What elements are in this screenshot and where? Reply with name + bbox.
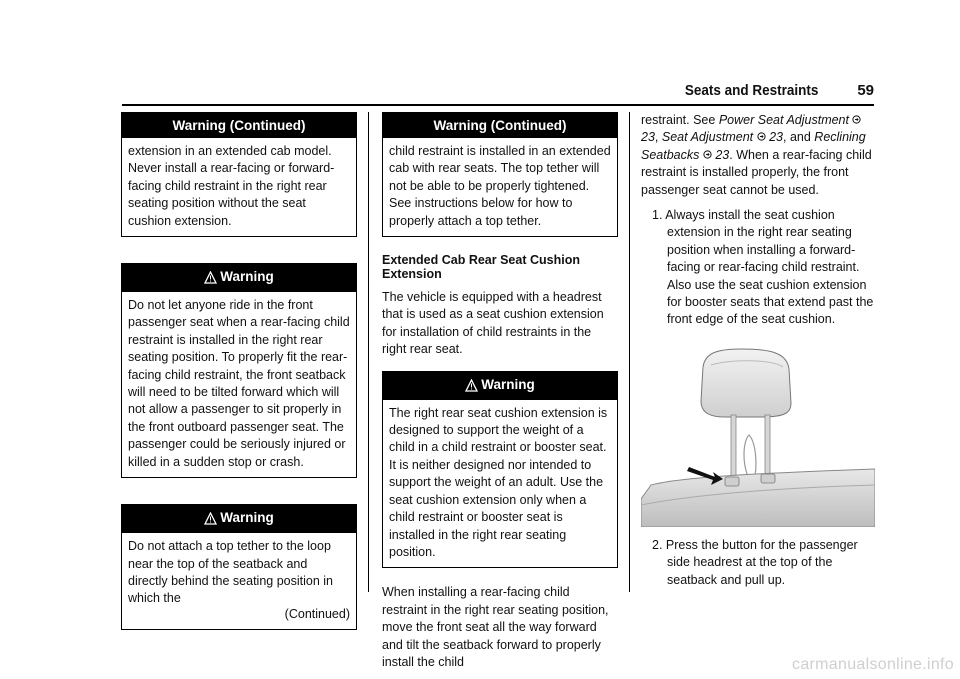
column-divider xyxy=(629,112,630,592)
warning-title: Warning xyxy=(220,510,274,526)
page-reference-arrow-icon xyxy=(757,130,769,144)
warning-box xyxy=(382,371,618,569)
xref-link[interactable]: Seat Adjustment xyxy=(661,130,754,145)
continued-label: (Continued) xyxy=(284,606,350,621)
text-run: , xyxy=(654,130,659,145)
page-ref[interactable]: 23 xyxy=(641,130,655,145)
warning-header xyxy=(383,372,617,400)
xref-link[interactable]: Power Seat Adjustment xyxy=(718,113,849,127)
warning-text: Do not let anyone ride in the front passenger seat when a rear-facing child restraint is installed in the right rear seating position. To properly fit the rear-facing child restraint, the front seatback will need to be tilted forward which will not allow a passenger to sit properly in the front outboard passenger seat. The passenger could be seriously injured or killed in a sudden stop or crash. xyxy=(128,298,350,469)
paragraph xyxy=(641,112,875,199)
column-3 xyxy=(641,112,875,589)
steps-list xyxy=(641,537,875,589)
page-reference-arrow-icon xyxy=(852,113,861,127)
paragraph: When installing a rear-facing child restraint in the right rear seating position, move the front seat all the way forward and tilt the seatback forward to properly install the child xyxy=(382,585,609,669)
watermark: carmanualsonline.info xyxy=(792,656,954,673)
page-header xyxy=(122,82,874,106)
warning-header: Warning (Continued) xyxy=(383,113,617,138)
warning-box-continued xyxy=(382,112,618,237)
headrest-illustration xyxy=(641,345,875,527)
warning-triangle-icon xyxy=(465,379,478,395)
text-run: , and xyxy=(783,130,815,145)
warning-box xyxy=(121,263,357,478)
section-title: Seats and Restraints xyxy=(684,82,818,99)
column-2 xyxy=(382,112,618,679)
list-item: 2. Press the button for the passenger side headrest at the top of the seatback and pull up. xyxy=(652,537,858,587)
warning-triangle-icon xyxy=(204,512,217,528)
warning-title: Warning xyxy=(481,376,535,392)
warning-text: Do not attach a top tether to the loop near the top of the seatback and directly behind the seating position in which the xyxy=(128,539,333,606)
list-item: 1. Always install the seat cushion extension in the right rear seating position when installing a forward-facing or rear-facing child restraint. Also use the seat cushion extension for booster seats that extend past the front edge of the seat cushion. xyxy=(652,208,874,327)
subheading: Extended Cab Rear Seat Cushion Extension xyxy=(382,253,580,282)
warning-header xyxy=(122,505,356,533)
warning-text: extension in an extended cab model. Never install a rear-facing or forward-facing child restraint in the right rear seating position without the seat cushion extension. xyxy=(128,144,335,228)
text-run: restraint. See xyxy=(641,113,719,127)
warning-title: Warning xyxy=(220,269,274,285)
steps-list xyxy=(641,207,875,329)
warning-header: Warning (Continued) xyxy=(122,113,356,138)
page-ref[interactable]: 23 xyxy=(715,147,730,162)
text-run: . When a rear-facing child restraint is installed properly, the front passenger seat cannot be used. xyxy=(641,147,872,197)
warning-box xyxy=(121,504,357,630)
warning-box-continued xyxy=(121,112,357,237)
warning-body xyxy=(122,533,356,629)
warning-text: The right rear seat cushion extension is designed to support the weight of a child in a child restraint or booster seat. It is neither designed nor intended to support the weight of an adult. Use the seat cushion extension only when a child restraint or booster seat is installed in the right rear seating position. xyxy=(389,405,608,559)
page-number: 59 xyxy=(857,82,874,99)
warning-text: child restraint is installed in an extended cab with rear seats. The top tether will not be able to be properly tightened. See instructions below for how to properly attach a top tether. xyxy=(389,144,611,228)
warning-header xyxy=(122,264,356,292)
page-ref[interactable]: 23 xyxy=(769,130,784,145)
xref-link[interactable]: Reclining Seatbacks xyxy=(641,130,866,162)
page-reference-arrow-icon xyxy=(703,148,715,162)
column-divider xyxy=(368,112,369,592)
warning-triangle-icon xyxy=(204,271,217,287)
column-1 xyxy=(121,112,357,646)
paragraph: The vehicle is equipped with a headrest that is used as a seat cushion extension for installation of child restraints in the right rear seat. xyxy=(382,290,604,357)
